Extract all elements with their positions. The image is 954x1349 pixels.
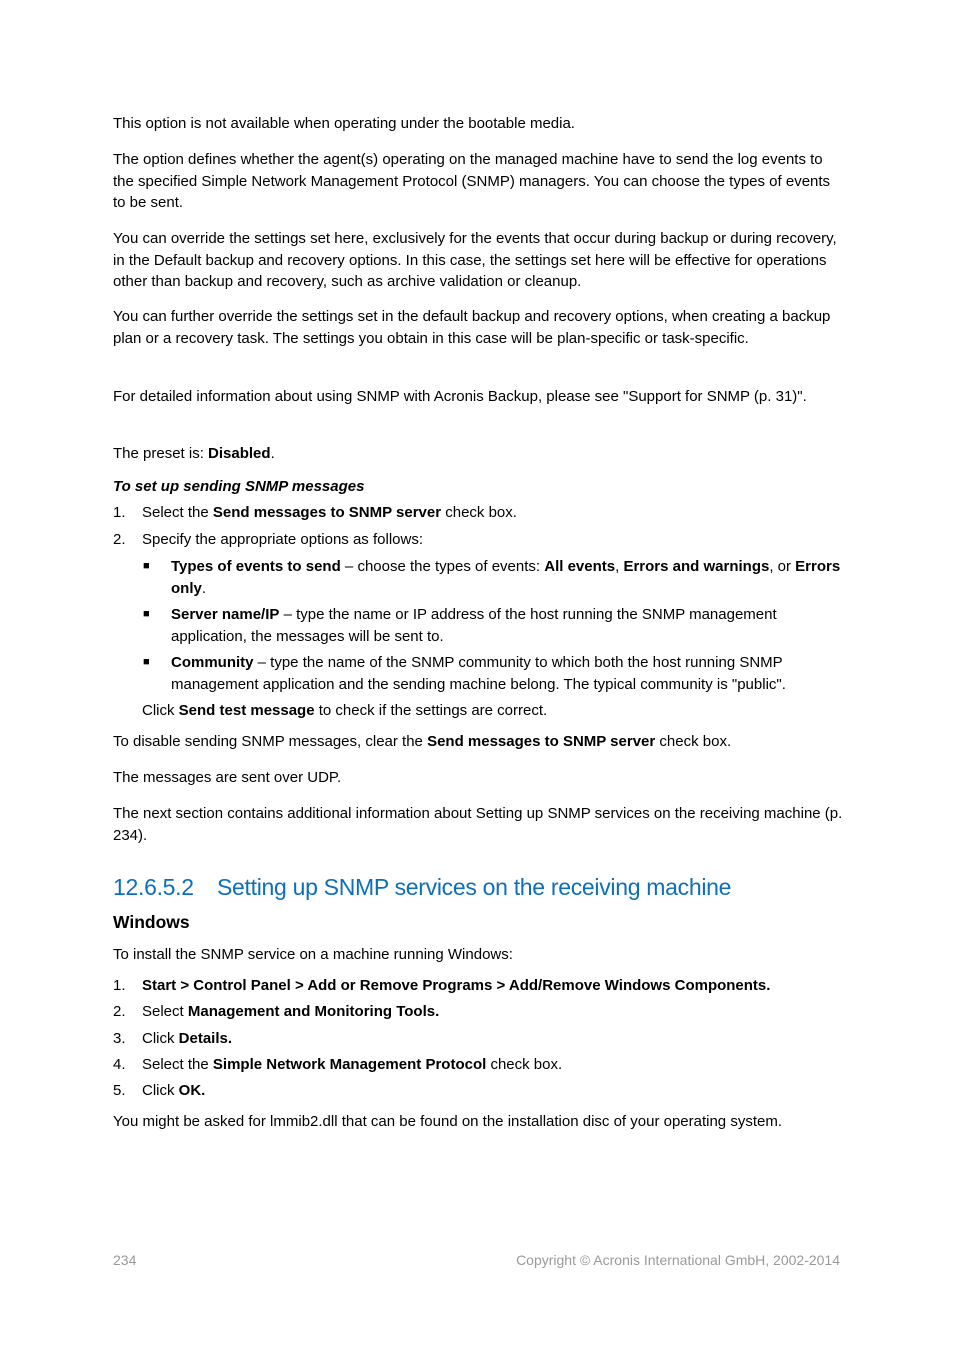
install-step-3	[0, 1028, 954, 1050]
step-number: 5.	[113, 1082, 126, 1099]
step-text: Select the Send messages to SNMP server check box.	[142, 504, 517, 521]
step-text: Start > Control Panel > Add or Remove Programs > Add/Remove Windows Components.	[142, 977, 771, 994]
procedure-heading: To set up sending SNMP messages	[113, 478, 365, 495]
copyright-notice: Copyright © Acronis International GmbH, 2002-2014	[516, 1252, 840, 1268]
step-text: Click OK.	[142, 1082, 206, 1099]
bullet-text: Community – type the name of the SNMP community to which both the host running SNMP management application and the sending machine belong. The typical community is "public".	[171, 654, 786, 693]
bullet-community	[0, 652, 954, 696]
step-number: 3.	[113, 1030, 126, 1047]
step-text: Select the Simple Network Management Protocol check box.	[142, 1056, 563, 1073]
section-number: 12.6.5.2	[113, 874, 194, 900]
section-heading	[113, 872, 731, 902]
paragraph-snmp-reference: For detailed information about using SNMP with Acronis Backup, please see "Support for SNMP (p. 31)".	[113, 388, 807, 405]
preset-value: Disabled	[208, 445, 271, 462]
paragraph-install-intro: To install the SNMP service on a machine running Windows:	[113, 946, 513, 963]
install-step-2	[0, 1001, 954, 1023]
install-step-5	[0, 1080, 954, 1102]
bullet-text: Types of events to send – choose the types of events: All events, Errors and warnings, or Errors only.	[171, 558, 841, 597]
bullet-server-name	[0, 604, 954, 648]
setup-step-1	[0, 502, 954, 524]
subsection-heading-windows: Windows	[113, 912, 190, 932]
page-number: 234	[113, 1252, 137, 1268]
paragraph-further-override: You can further override the settings set in the default backup and recovery options, when creating a backup plan or a recovery task. The settings you obtain in this case will be plan-specific or task-specific.	[113, 308, 831, 347]
step-text: Click Details.	[142, 1030, 233, 1047]
paragraph-lmmib2: You might be asked for lmmib2.dll that can be found on the installation disc of your operating system.	[113, 1113, 782, 1130]
install-step-4	[0, 1054, 954, 1076]
bullet-text: Server name/IP – type the name or IP address of the host running the SNMP management application, the messages will be sent to.	[171, 606, 777, 645]
paragraph-override: You can override the settings set here, exclusively for the events that occur during backup or during recovery, in the Default backup and recovery options. In this case, the settings set here will be effective for operations other than backup and recovery, such as archive validation or cleanup.	[113, 230, 837, 291]
bullet-icon: ■	[143, 656, 150, 668]
step-number: 2.	[113, 531, 126, 548]
paragraph-next-section: The next section contains additional information about Setting up SNMP services on the receiving machine (p. 234).	[113, 805, 843, 844]
step-text: Specify the appropriate options as follows:	[142, 531, 423, 548]
step-text: Select Management and Monitoring Tools.	[142, 1003, 440, 1020]
step-number: 2.	[113, 1003, 126, 1020]
paragraph-definition: The option defines whether the agent(s) operating on the managed machine have to send the log events to the specified Simple Network Management Protocol (SNMP) managers. You can choose the types of events to be sent.	[113, 151, 831, 212]
preset-label: The preset is:	[113, 445, 209, 462]
bullet-icon: ■	[143, 608, 150, 620]
paragraph-preset	[113, 443, 843, 465]
bullet-types-of-events	[0, 556, 954, 600]
preset-end: .	[270, 445, 275, 462]
paragraph-disable: To disable sending SNMP messages, clear the Send messages to SNMP server check box.	[113, 733, 732, 750]
paragraph-send-test: Click Send test message to check if the settings are correct.	[142, 702, 548, 719]
section-title: Setting up SNMP services on the receiving machine	[217, 874, 732, 900]
paragraph-udp: The messages are sent over UDP.	[113, 769, 342, 786]
step-number: 4.	[113, 1056, 126, 1073]
paragraph-availability: This option is not available when operating under the bootable media.	[113, 115, 575, 132]
step-number: 1.	[113, 977, 126, 994]
setup-step-2	[0, 529, 954, 551]
bullet-icon: ■	[143, 560, 150, 572]
install-step-1	[0, 975, 954, 997]
step-number: 1.	[113, 504, 126, 521]
